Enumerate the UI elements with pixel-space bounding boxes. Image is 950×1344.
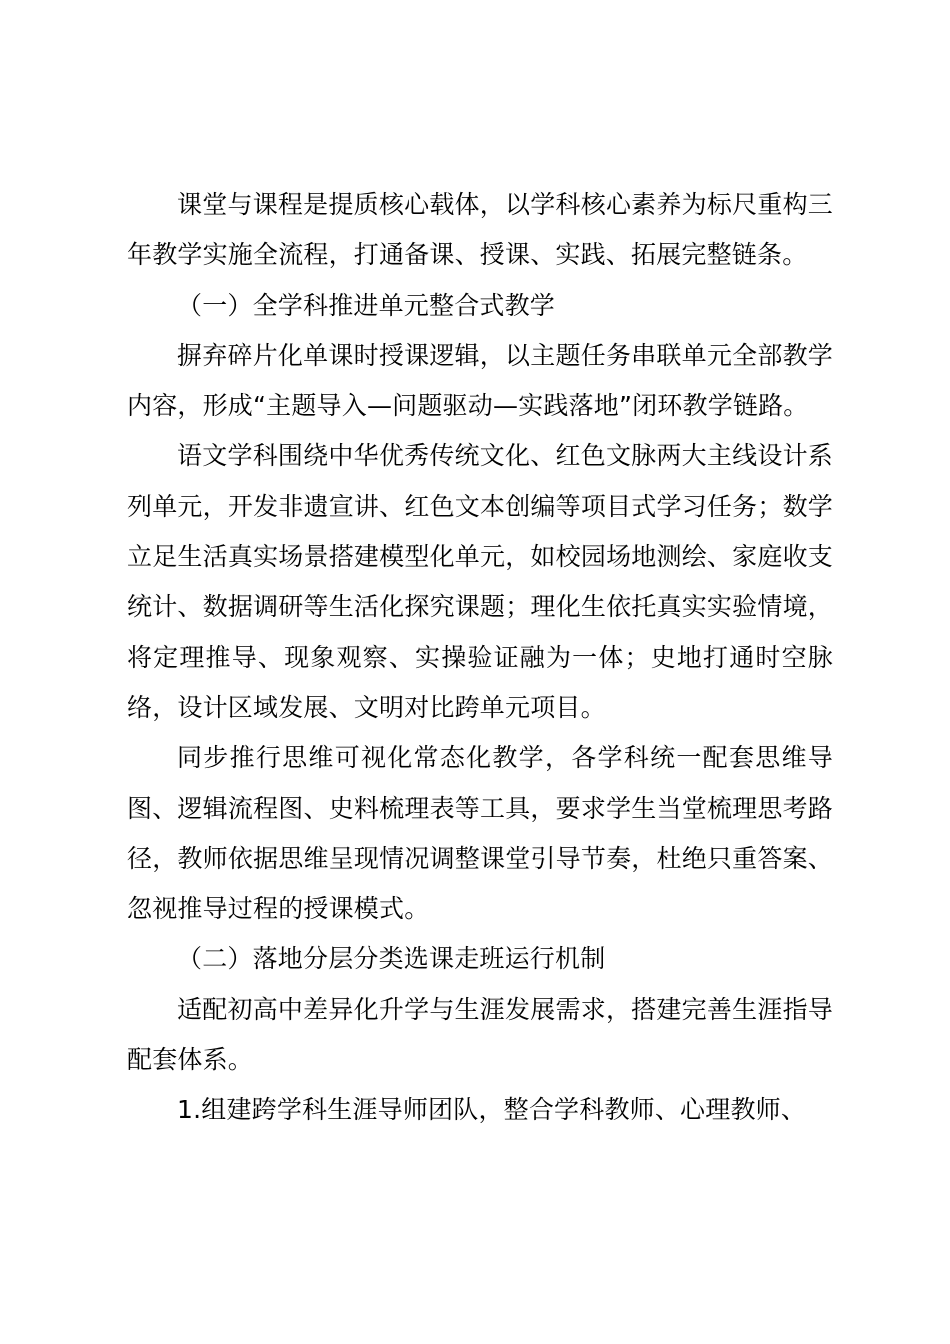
- paragraph-intro: 课堂与课程是提质核心载体，以学科核心素养为标尺重构三年教学实施全流程，打通备课、授课、实践、拓展完整链条。: [127, 190, 833, 270]
- section-heading-2: （二）落地分层分类选课走班运行机制: [177, 944, 606, 974]
- document-body: [127, 180, 833, 1136]
- paragraph-career-guidance: 适配初高中差异化升学与生涯发展需求，搭建完善生涯指导配套体系。: [127, 994, 833, 1075]
- paragraph-thinking-visualization: 同步推行思维可视化常态化教学，各学科统一配套思维导图、逻辑流程图、史料梳理表等工具，要求学生当堂梳理思考路径，教师依据思维呈现情况调整课堂引导节奏，杜绝只重答案、忽视推导过程的授课模式。: [127, 743, 833, 924]
- paragraph-subject-units: 语文学科围绕中华优秀传统文化、红色文脉两大主线设计系列单元，开发非遗宣讲、红色文本创编等项目式学习任务；数学立足生活真实场景搭建模型化单元，如校园场地测绘、家庭收支统计、数据调研等生活化探究课题；理化生依托真实实验情境，将定理推导、现象观察、实操验证融为一体；史地打通时空脉络，设计区域发展、文明对比跨单元项目。: [127, 441, 833, 722]
- paragraph-mentor-team: 1.组建跨学科生涯导师团队，整合学科教师、心理教师、: [177, 1095, 807, 1125]
- section-heading-1: （一）全学科推进单元整合式教学: [177, 290, 556, 320]
- paragraph-unit-teaching: 摒弃碎片化单课时授课逻辑，以主题任务串联单元全部教学内容，形成“主题导入—问题驱动—实践落地”闭环教学链路。: [127, 340, 833, 421]
